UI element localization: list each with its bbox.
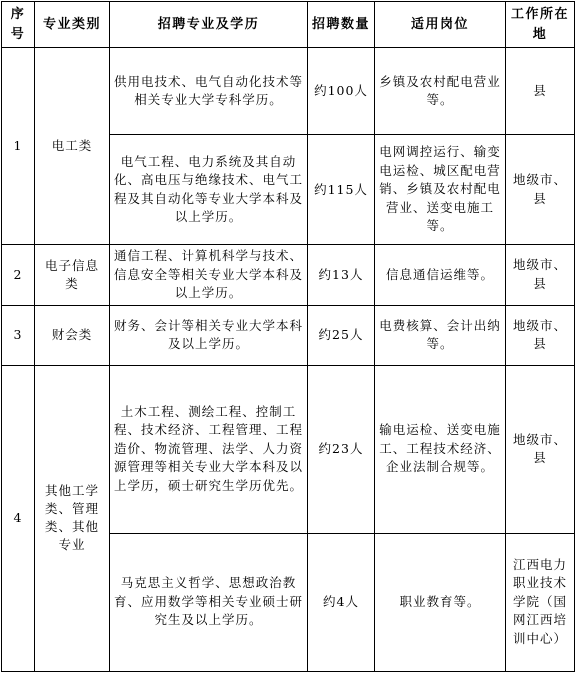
table-row [2, 245, 575, 306]
seq-cell: 2 [2, 245, 35, 306]
posts-cell: 乡镇及农村配电营业等。 [375, 48, 506, 135]
quota-cell: 约23人 [308, 365, 375, 533]
header-posts: 适用岗位 [375, 2, 506, 48]
header-category: 专业类别 [35, 2, 110, 48]
seq-cell: 3 [2, 305, 35, 365]
header-seq: 序号 [2, 2, 35, 48]
location-cell: 县 [506, 48, 575, 135]
posts-cell: 信息通信运维等。 [375, 245, 506, 306]
major-cell: 土木工程、测绘工程、控制工程、技术经济、工程管理、工程造价、物流管理、法学、人力资源管理等相关专业大学本科及以上学历，硕士研究生学历优先。 [110, 365, 308, 533]
posts-cell: 电网调控运行、输变电运检、城区配电营销、乡镇及农村配电营业、送变电施工等。 [375, 135, 506, 245]
location-cell: 地级市、县 [506, 135, 575, 245]
location-cell: 地级市、县 [506, 245, 575, 306]
quota-cell: 约4人 [308, 533, 375, 671]
header-quota: 招聘数量 [308, 2, 375, 48]
header-location: 工作所在地 [506, 2, 575, 48]
seq-cell: 1 [2, 48, 35, 245]
quota-cell: 约13人 [308, 245, 375, 306]
posts-cell: 电费核算、会计出纳等。 [375, 305, 506, 365]
major-cell: 马克思主义哲学、思想政治教育、应用数学等相关专业硕士研究生及以上学历。 [110, 533, 308, 671]
major-cell: 通信工程、计算机科学与技术、信息安全等相关专业大学本科及以上学历。 [110, 245, 308, 306]
quota-cell: 约115人 [308, 135, 375, 245]
posts-cell: 输电运检、送变电施工、工程技术经济、企业法制合规等。 [375, 365, 506, 533]
seq-cell: 4 [2, 365, 35, 671]
posts-cell: 职业教育等。 [375, 533, 506, 671]
table-row [2, 305, 575, 365]
table-row [2, 365, 575, 533]
location-cell: 地级市、县 [506, 305, 575, 365]
major-cell: 电气工程、电力系统及其自动化、高电压与绝缘技术、电气工程及其自动化等专业大学本科及以上学历。 [110, 135, 308, 245]
quota-cell: 约25人 [308, 305, 375, 365]
category-cell: 财会类 [35, 305, 110, 365]
major-cell: 财务、会计等相关专业大学本科及以上学历。 [110, 305, 308, 365]
table-row [2, 48, 575, 135]
recruitment-table [1, 1, 575, 672]
location-cell: 地级市、县 [506, 365, 575, 533]
quota-cell: 约100人 [308, 48, 375, 135]
major-cell: 供用电技术、电气自动化技术等相关专业大学专科学历。 [110, 48, 308, 135]
category-cell: 电工类 [35, 48, 110, 245]
header-major: 招聘专业及学历 [110, 2, 308, 48]
location-cell: 江西电力职业技术学院（国网江西培训中心） [506, 533, 575, 671]
category-cell: 其他工学类、管理类、其他专业 [35, 365, 110, 671]
table-header-row [2, 2, 575, 48]
category-cell: 电子信息类 [35, 245, 110, 306]
